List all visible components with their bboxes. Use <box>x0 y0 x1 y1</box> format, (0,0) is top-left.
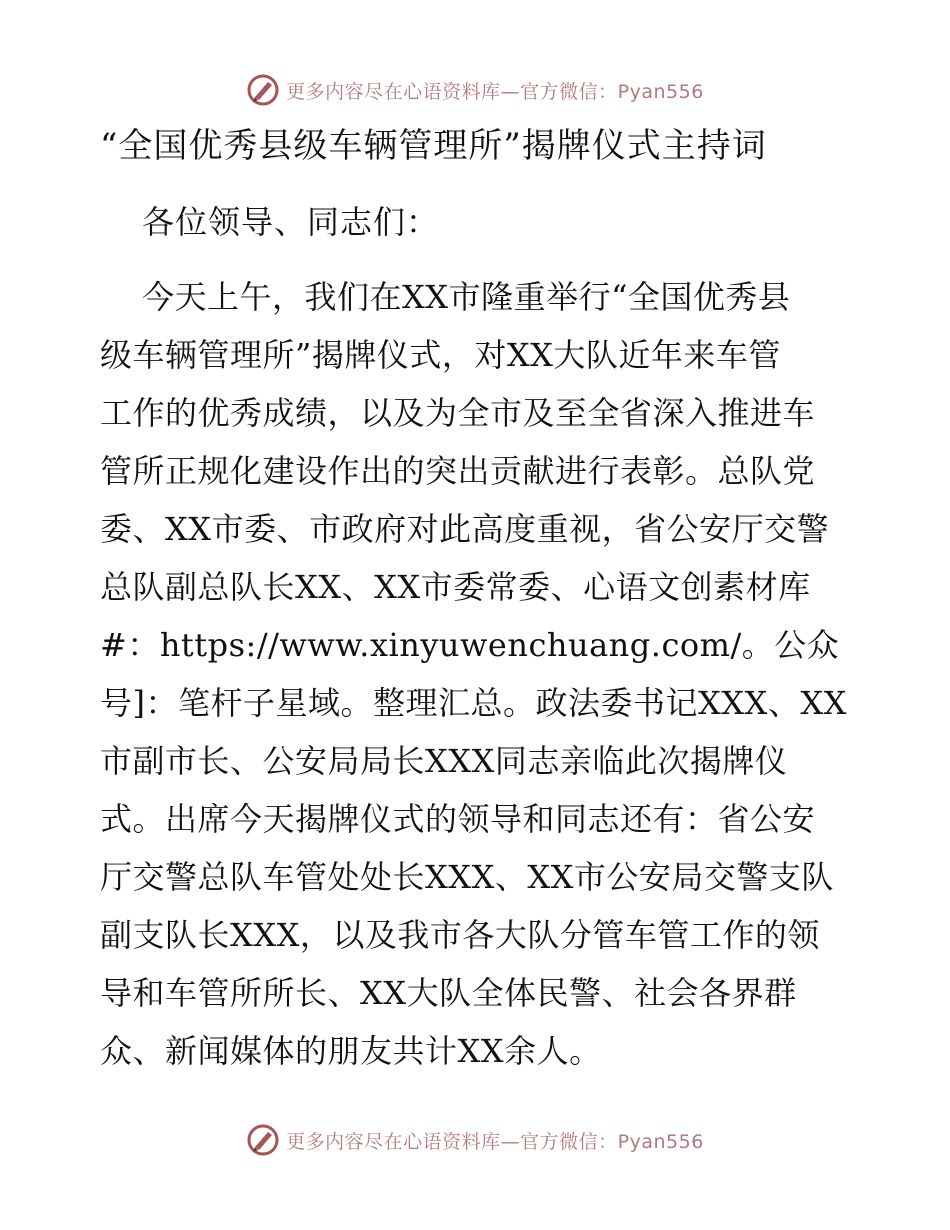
body-line: 委、XX市委、市政府对此高度重视，省公安厅交警 <box>100 510 830 548</box>
pen-logo-icon <box>246 73 280 107</box>
body-line: 级车辆管理所”揭牌仪式，对XX大队近年来车管 <box>100 336 781 374</box>
body-line: 号]：笔杆子星域。整理汇总。政法委书记XXX、XX <box>100 684 847 722</box>
greeting: 各位领导、同志们： <box>142 203 440 241</box>
footer-watermark-banner <box>0 1122 950 1158</box>
header-watermark-banner <box>0 72 950 108</box>
body-line: 厅交警总队车管处处长XXX、XX市公安局交警支队 <box>100 858 834 896</box>
body-line: 管所正规化建设作出的突出贡献进行表彰。总队党 <box>100 452 816 490</box>
body-line: 式。出席今天揭牌仪式的领导和同志还有：省公安 <box>100 800 816 838</box>
body-line: 工作的优秀成绩，以及为全市及至全省深入推进车 <box>100 394 816 432</box>
body-line: 众、新闻媒体的朋友共计XX余人。 <box>100 1032 602 1070</box>
body-line: 副支队长XXX，以及我市各大队分管车管工作的领 <box>100 916 820 954</box>
document-title: “全国优秀县级车辆管理所”揭牌仪式主持词 <box>100 126 767 166</box>
body-line: 导和车管所所长、XX大队全体民警、社会各界群 <box>100 974 797 1012</box>
body-line: 市副市长、公安局局长XXX同志亲临此次揭牌仪 <box>100 742 788 780</box>
pen-logo-icon <box>246 1123 280 1157</box>
watermark-text: 更多内容尽在心语资料库—官方微信：Pyan556 <box>286 1130 704 1153</box>
body-paragraph <box>100 268 870 1080</box>
watermark-text: 更多内容尽在心语资料库—官方微信：Pyan556 <box>286 80 704 103</box>
body-line: 总队副总队长XX、XX市委常委、心语文创素材库 <box>100 568 811 606</box>
body-line: #：https://www.xinyuwenchuang.com/。公众 <box>100 626 840 664</box>
body-line: 今天上午，我们在XX市隆重举行“全国优秀县 <box>142 278 791 316</box>
